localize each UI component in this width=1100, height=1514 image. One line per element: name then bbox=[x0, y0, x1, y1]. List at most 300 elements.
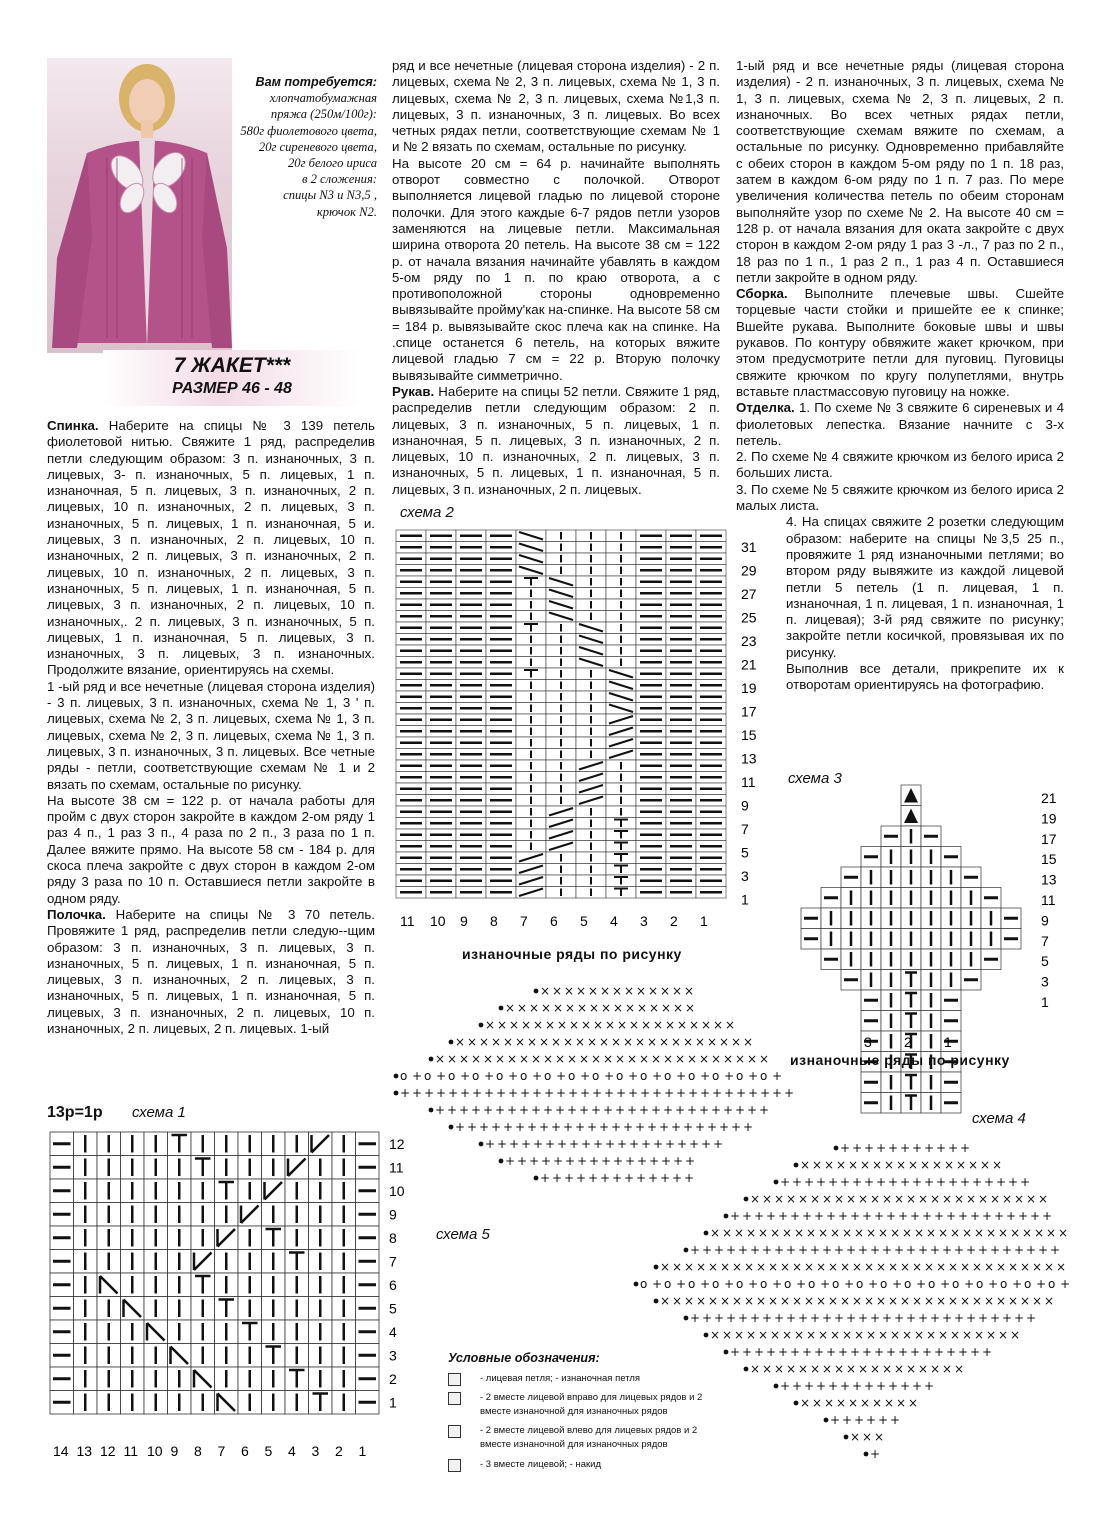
crochet-stitch-symbol: × bbox=[569, 1018, 580, 1032]
crochet-stitch-symbol: + bbox=[822, 1243, 833, 1257]
crochet-stitch-symbol: × bbox=[792, 1260, 803, 1274]
crochet-stitch-symbol: o bbox=[568, 1069, 576, 1083]
crochet-stitch-symbol: + bbox=[683, 1120, 694, 1134]
crochet-stitch-symbol: + bbox=[772, 1277, 783, 1291]
crochet-stitch-symbol: + bbox=[652, 1086, 663, 1100]
crochet-stitch-symbol: + bbox=[676, 1086, 687, 1100]
crochet-stitch-symbol: o bbox=[760, 1277, 768, 1291]
slip-stitch-dot bbox=[724, 1214, 729, 1219]
crochet-stitch-symbol: + bbox=[587, 1120, 598, 1134]
crochet-stitch-symbol: + bbox=[1012, 1277, 1023, 1291]
crochet-stitch-symbol: + bbox=[858, 1243, 869, 1257]
crochet-stitch-symbol: + bbox=[515, 1120, 526, 1134]
slip-stitch-dot bbox=[394, 1074, 399, 1079]
slip-stitch-dot bbox=[449, 1125, 454, 1130]
column-label: 5 bbox=[580, 913, 588, 929]
crochet-stitch-symbol: × bbox=[830, 1328, 841, 1342]
crochet-stitch-symbol: × bbox=[517, 1001, 528, 1015]
crochet-stitch-symbol: o bbox=[544, 1069, 552, 1083]
crochet-stitch-symbol: × bbox=[661, 1001, 672, 1015]
row-label: 3 bbox=[741, 868, 749, 884]
crochet-stitch-symbol: + bbox=[719, 1120, 730, 1134]
finishing-step-3: 3. По схеме № 5 свяжите крючком из белого ириса 2 малых листа. bbox=[736, 481, 1064, 514]
crochet-stitch-symbol: + bbox=[1014, 1311, 1025, 1325]
materials-list bbox=[232, 74, 377, 220]
crochet-stitch-symbol: + bbox=[532, 1086, 543, 1100]
sleeve-section bbox=[392, 384, 720, 498]
crochet-stitch-symbol: + bbox=[888, 1379, 899, 1393]
crochet-stitch-symbol: + bbox=[677, 1137, 688, 1151]
crochet-stitch-symbol: × bbox=[966, 1192, 977, 1206]
crochet-stitch-symbol: × bbox=[986, 1226, 997, 1240]
crochet-stitch-symbol: × bbox=[551, 1035, 562, 1049]
crochet-stitch-symbol: × bbox=[800, 1158, 811, 1172]
column-label: 5 bbox=[264, 1443, 273, 1459]
crochet-stitch-symbol: × bbox=[649, 1001, 660, 1015]
crochet-stitch-symbol: + bbox=[838, 1345, 849, 1359]
column-label: 1 bbox=[700, 913, 708, 929]
crochet-stitch-symbol: × bbox=[786, 1192, 797, 1206]
crochet-stitch-symbol: × bbox=[707, 1035, 718, 1049]
crochet-stitch-symbol: × bbox=[651, 1052, 662, 1066]
front-text: Наберите на спицы № 3 70 петель. Провяжите 1 ряд, распределив петли следую--щим образом: 3 п. изнаночных, 3 п. лицевых, 3 п. изнаночных, 5 п. лицевых, 1 п. изнаночная, 5 п. лицевых, 3 п. изнаночных, 2 п. лицевых, 3 п. изнаночных, 5 п. лицевых, 1 п. изнаночная, 5 п. лицевых, 3 п. изнаночных, 2 п. лицевых, 10 п. изнаночных, 2 п. лицевых, 2 п. лицевых. 1-ый bbox=[47, 906, 375, 1036]
crochet-stitch-symbol: + bbox=[842, 1413, 853, 1427]
crochet-stitch-symbol: × bbox=[828, 1294, 839, 1308]
crochet-stitch-symbol: × bbox=[912, 1260, 923, 1274]
crochet-stitch-symbol: × bbox=[665, 1018, 676, 1032]
row-label: 7 bbox=[1041, 932, 1049, 949]
crochet-stitch-symbol: + bbox=[1020, 1175, 1031, 1189]
column-label: 3 bbox=[864, 1034, 872, 1050]
crochet-stitch-symbol: × bbox=[734, 1328, 745, 1342]
crochet-stitch-symbol: + bbox=[556, 1086, 567, 1100]
crochet-stitch-symbol: × bbox=[587, 1035, 598, 1049]
slip-stitch-dot bbox=[744, 1197, 749, 1202]
scheme-1-note: 13р=1р bbox=[47, 1104, 103, 1121]
crochet-stitch-symbol: + bbox=[748, 1069, 759, 1083]
crochet-stitch-symbol: × bbox=[759, 1052, 770, 1066]
crochet-stitch-symbol: × bbox=[774, 1362, 785, 1376]
crochet-stitch-symbol: + bbox=[660, 1171, 671, 1185]
crochet-stitch-symbol: × bbox=[627, 1052, 638, 1066]
row-label: 21 bbox=[1041, 790, 1057, 806]
crochet-stitch-symbol: + bbox=[940, 1277, 951, 1291]
crochet-stitch-symbol: + bbox=[467, 1120, 478, 1134]
row-label: 5 bbox=[741, 844, 749, 861]
column-2 bbox=[392, 58, 720, 498]
crochet-stitch-symbol: × bbox=[485, 1018, 496, 1032]
crochet-stitch-symbol: + bbox=[730, 1345, 741, 1359]
crochet-stitch-symbol: × bbox=[1034, 1226, 1045, 1240]
crochet-stitch-symbol: × bbox=[531, 1052, 542, 1066]
crochet-stitch-symbol: + bbox=[784, 1086, 795, 1100]
crochet-stitch-symbol: × bbox=[1008, 1294, 1019, 1308]
pattern-size: РАЗМЕР 46 - 48 bbox=[172, 380, 292, 397]
crochet-stitch-symbol: o bbox=[832, 1277, 840, 1291]
crochet-stitch-symbol: + bbox=[702, 1311, 713, 1325]
crochet-stitch-symbol: + bbox=[766, 1209, 777, 1223]
crochet-stitch-symbol: + bbox=[1030, 1209, 1041, 1223]
crochet-stitch-symbol: × bbox=[684, 984, 695, 998]
crochet-stitch-symbol: + bbox=[484, 1069, 495, 1083]
column-label: 13 bbox=[76, 1443, 93, 1459]
crochet-stitch-symbol: + bbox=[742, 1209, 753, 1223]
row-label: 15 bbox=[1041, 851, 1057, 868]
crochet-stitch-symbol: × bbox=[624, 984, 635, 998]
crochet-stitch-symbol: × bbox=[687, 1052, 698, 1066]
crochet-stitch-symbol: × bbox=[998, 1328, 1009, 1342]
crochet-stitch-symbol: + bbox=[495, 1103, 506, 1117]
knit-stitch-icon bbox=[448, 1373, 461, 1386]
crochet-stitch-symbol: + bbox=[814, 1345, 825, 1359]
row-label: 9 bbox=[1041, 912, 1049, 929]
slip-stitch-dot bbox=[534, 989, 539, 994]
crochet-stitch-symbol: + bbox=[505, 1154, 516, 1168]
crochet-stitch-symbol: × bbox=[459, 1052, 470, 1066]
crochet-stitch-symbol: × bbox=[858, 1362, 869, 1376]
crochet-stitch-symbol: × bbox=[806, 1226, 817, 1240]
crochet-stitch-symbol: × bbox=[930, 1192, 941, 1206]
crochet-stitch-symbol: + bbox=[624, 1171, 635, 1185]
materials-line: 20г сиреневого цвета, bbox=[258, 139, 377, 154]
crochet-stitch-symbol: × bbox=[782, 1328, 793, 1342]
crochet-stitch-symbol: × bbox=[836, 1158, 847, 1172]
right-decrease-icon bbox=[448, 1392, 461, 1405]
crochet-stitch-symbol: + bbox=[664, 1086, 675, 1100]
crochet-stitch-symbol: × bbox=[581, 1018, 592, 1032]
crochet-stitch-symbol: o bbox=[880, 1277, 888, 1291]
crochet-stitch-symbol: × bbox=[653, 1018, 664, 1032]
crochet-stitch-symbol: × bbox=[696, 1260, 707, 1274]
crochet-stitch-symbol: + bbox=[924, 1175, 935, 1189]
column-label: 9 bbox=[460, 913, 468, 929]
crochet-stitch-symbol: + bbox=[888, 1141, 899, 1155]
crochet-stitch-symbol: × bbox=[467, 1035, 478, 1049]
crochet-stitch-symbol: × bbox=[864, 1294, 875, 1308]
crochet-stitch-symbol: + bbox=[996, 1175, 1007, 1189]
crochet-stitch-symbol: × bbox=[902, 1226, 913, 1240]
lapel-text: На высоте 20 см = 64 р. начинайте выполнять отворот совместно с полочкой. Отворот выполняется лицевой гладью по лицевой стороне полочки. Для этого каждые 6-7 рядов петли узоров заменяются на лицевые петли. Максимальная ширина отворота 20 петель. На высоте 38 см = 122 р. от начала вязания начинайте убавлять в каждом 5-ом ряду по 1 п. по краю отворота, а с противоположной стороны одновременно вывязывайте пройму'как на-спинке. На высоте 58 см = 184 р. вывязывайте скос плеча как на спинке. На .спице останется 6 петель, на которых вяжите лицевой гладью 7 см = 22 р. Вторую полочку вывязывайте симметрично. bbox=[392, 155, 720, 383]
crochet-stitch-symbol: + bbox=[435, 1103, 446, 1117]
crochet-stitch-symbol: + bbox=[565, 1154, 576, 1168]
crochet-stitch-symbol: + bbox=[647, 1120, 658, 1134]
slip-stitch-dot bbox=[864, 1452, 869, 1457]
crochet-stitch-symbol: + bbox=[707, 1120, 718, 1134]
row-label: 13 bbox=[1041, 871, 1057, 888]
crochet-stitch-symbol: + bbox=[1036, 1277, 1047, 1291]
crochet-stitch-symbol: + bbox=[936, 1175, 947, 1189]
crochet-stitch-symbol: × bbox=[938, 1226, 949, 1240]
crochet-stitch-symbol: + bbox=[912, 1175, 923, 1189]
column-label: 6 bbox=[241, 1443, 249, 1459]
crochet-stitch-symbol: o bbox=[424, 1069, 432, 1083]
crochet-stitch-symbol: × bbox=[710, 1226, 721, 1240]
crochet-stitch-symbol: + bbox=[862, 1209, 873, 1223]
crochet-stitch-symbol: o bbox=[664, 1069, 672, 1083]
crochet-stitch-symbol: + bbox=[864, 1379, 875, 1393]
column-label: 7 bbox=[217, 1443, 226, 1459]
crochet-stitch-symbol: + bbox=[754, 1209, 765, 1223]
crochet-stitch-symbol: × bbox=[605, 1018, 616, 1032]
crochet-stitch-symbol: + bbox=[472, 1086, 483, 1100]
crochet-stitch-symbol: × bbox=[720, 1260, 731, 1274]
crochet-stitch-symbol: × bbox=[936, 1260, 947, 1274]
crochet-stitch-symbol: × bbox=[567, 1052, 578, 1066]
column-label: 7 bbox=[520, 913, 528, 929]
scheme-3-caption: изнаночные ряды по рисунку bbox=[790, 1052, 1010, 1068]
materials-line: 580г фиолетового цвета, bbox=[240, 123, 377, 138]
crochet-stitch-symbol: × bbox=[992, 1158, 1003, 1172]
crochet-stitch-symbol: + bbox=[966, 1243, 977, 1257]
crochet-stitch-symbol: × bbox=[998, 1226, 1009, 1240]
crochet-stitch-symbol: + bbox=[552, 1171, 563, 1185]
crochet-stitch-symbol: + bbox=[591, 1103, 602, 1117]
crochet-stitch-symbol: × bbox=[872, 1158, 883, 1172]
crochet-stitch-symbol: × bbox=[984, 1294, 995, 1308]
crochet-stitch-symbol: × bbox=[491, 1035, 502, 1049]
crochet-stitch-symbol: × bbox=[696, 1294, 707, 1308]
crochet-stitch-symbol: × bbox=[890, 1328, 901, 1342]
crochet-stitch-symbol: + bbox=[1018, 1209, 1029, 1223]
crochet-stitch-symbol: × bbox=[960, 1294, 971, 1308]
crochet-stitch-symbol: + bbox=[766, 1345, 777, 1359]
crochet-stitch-symbol: × bbox=[906, 1362, 917, 1376]
crochet-stitch-symbol: × bbox=[954, 1362, 965, 1376]
crochet-stitch-symbol: × bbox=[710, 1328, 721, 1342]
crochet-stitch-symbol: + bbox=[866, 1413, 877, 1427]
crochet-stitch-symbol: + bbox=[652, 1277, 663, 1291]
row-label: 1 bbox=[741, 891, 749, 908]
crochet-stitch-symbol: + bbox=[747, 1103, 758, 1117]
column-label: 6 bbox=[550, 913, 558, 929]
crochet-stitch-symbol: + bbox=[748, 1086, 759, 1100]
crochet-stitch-symbol: + bbox=[942, 1311, 953, 1325]
crochet-stitch-symbol: + bbox=[635, 1120, 646, 1134]
crochet-stitch-symbol: × bbox=[701, 1018, 712, 1032]
crochet-stitch-symbol: + bbox=[533, 1137, 544, 1151]
front-rows: ряд и все нечетные (лицевая сторона изделия) - 2 п. лицевых, схема № 2, 3 п. лицевых, схема № 1, 3 п. лицевых, схема № 2, 3 п. лицевых, схема №1,3 п. лицевых, 3 п. изнаночных, 3 п. лицевых. Во всех четных рядах петли, соответствующие схемам № 1 и № 2 вязать по схемам, остальные по рисунку. bbox=[392, 58, 720, 155]
jacket-photo bbox=[47, 58, 232, 353]
crochet-stitch-symbol: o bbox=[448, 1069, 456, 1083]
column-label: 2 bbox=[904, 1034, 912, 1050]
crochet-stitch-symbol: + bbox=[970, 1345, 981, 1359]
crochet-stitch-symbol: × bbox=[816, 1294, 827, 1308]
crochet-stitch-symbol: o bbox=[1024, 1277, 1032, 1291]
crochet-stitch-symbol: + bbox=[575, 1120, 586, 1134]
crochet-stitch-symbol: × bbox=[926, 1226, 937, 1240]
crochet-stitch-symbol: o bbox=[760, 1069, 768, 1083]
crochet-stitch-symbol: + bbox=[743, 1120, 754, 1134]
crochet-stitch-symbol: + bbox=[483, 1103, 494, 1117]
row-label: 23 bbox=[741, 633, 757, 649]
crochet-stitch-symbol: + bbox=[852, 1141, 863, 1155]
crochet-stitch-symbol: × bbox=[846, 1192, 857, 1206]
crochet-stitch-symbol: × bbox=[846, 1362, 857, 1376]
crochet-stitch-symbol: × bbox=[794, 1328, 805, 1342]
crochet-stitch-symbol: × bbox=[1008, 1260, 1019, 1274]
crochet-stitch-symbol: × bbox=[968, 1158, 979, 1172]
crochet-stitch-symbol: × bbox=[545, 1018, 556, 1032]
crochet-stitch-symbol: + bbox=[910, 1209, 921, 1223]
column-label: 2 bbox=[670, 913, 678, 929]
crochet-stitch-symbol: + bbox=[894, 1243, 905, 1257]
crochet-stitch-symbol: + bbox=[471, 1103, 482, 1117]
crochet-stitch-symbol: × bbox=[920, 1158, 931, 1172]
crochet-stitch-symbol: × bbox=[672, 1294, 683, 1308]
crochet-stitch-symbol: × bbox=[708, 1260, 719, 1274]
crochet-stitch-symbol: × bbox=[960, 1260, 971, 1274]
crochet-stitch-symbol: + bbox=[874, 1209, 885, 1223]
slip-stitch-dot bbox=[834, 1146, 839, 1151]
crochet-stitch-symbol: × bbox=[870, 1362, 881, 1376]
crochet-stitch-symbol: × bbox=[497, 1018, 508, 1032]
crochet-stitch-symbol: + bbox=[577, 1154, 588, 1168]
crochet-stitch-symbol: × bbox=[774, 1192, 785, 1206]
crochet-stitch-symbol: × bbox=[948, 1294, 959, 1308]
crochet-stitch-symbol: × bbox=[906, 1192, 917, 1206]
crochet-stitch-symbol: + bbox=[810, 1311, 821, 1325]
scheme-4-label: схема 4 bbox=[972, 1110, 1026, 1127]
crochet-stitch-symbol: + bbox=[1042, 1209, 1053, 1223]
crochet-stitch-symbol: × bbox=[660, 1260, 671, 1274]
crochet-stitch-symbol: × bbox=[870, 1192, 881, 1206]
crochet-stitch-symbol: × bbox=[673, 1001, 684, 1015]
crochet-stitch-symbol: × bbox=[575, 1035, 586, 1049]
crochet-stitch-symbol: + bbox=[942, 1243, 953, 1257]
crochet-stitch-symbol: × bbox=[948, 1260, 959, 1274]
row-label: 11 bbox=[389, 1159, 404, 1176]
crochet-stitch-symbol: + bbox=[639, 1103, 650, 1117]
crochet-stitch-symbol: + bbox=[556, 1069, 567, 1083]
crochet-stitch-symbol: o bbox=[640, 1277, 648, 1291]
crochet-stitch-symbol: + bbox=[484, 1086, 495, 1100]
crochet-stitch-symbol: + bbox=[970, 1209, 981, 1223]
crochet-stitch-symbol: × bbox=[924, 1260, 935, 1274]
legend-item bbox=[448, 1458, 708, 1472]
crochet-stitch-symbol: × bbox=[589, 1001, 600, 1015]
crochet-stitch-symbol: + bbox=[846, 1243, 857, 1257]
crochet-stitch-symbol: × bbox=[810, 1362, 821, 1376]
crochet-stitch-symbol: × bbox=[557, 1018, 568, 1032]
crochet-stitch-symbol: + bbox=[874, 1345, 885, 1359]
crochet-stitch-symbol: + bbox=[1050, 1243, 1061, 1257]
crochet-stitch-symbol: × bbox=[732, 1294, 743, 1308]
crochet-stitch-symbol: × bbox=[996, 1294, 1007, 1308]
crochet-stitch-symbol: + bbox=[605, 1137, 616, 1151]
crochet-stitch-symbol: × bbox=[780, 1294, 791, 1308]
crochet-stitch-symbol: + bbox=[508, 1069, 519, 1083]
crochet-stitch-symbol: + bbox=[673, 1154, 684, 1168]
crochet-stitch-symbol: + bbox=[864, 1141, 875, 1155]
crochet-stitch-symbol: × bbox=[527, 1035, 538, 1049]
row-label: 2 bbox=[389, 1371, 397, 1387]
crochet-stitch-symbol: + bbox=[876, 1141, 887, 1155]
front-section bbox=[47, 907, 375, 1037]
crochet-stitch-symbol: + bbox=[868, 1277, 879, 1291]
crochet-stitch-symbol: × bbox=[615, 1052, 626, 1066]
materials-line: в 2 сложения: bbox=[301, 172, 377, 187]
crochet-stitch-symbol: × bbox=[660, 984, 671, 998]
crochet-stitch-symbol: + bbox=[1008, 1175, 1019, 1189]
crochet-stitch-symbol: + bbox=[1060, 1277, 1071, 1291]
crochet-stitch-symbol: + bbox=[798, 1311, 809, 1325]
crochet-stitch-symbol: + bbox=[780, 1175, 791, 1189]
slip-stitch-dot bbox=[744, 1367, 749, 1372]
crochet-stitch-symbol: × bbox=[822, 1192, 833, 1206]
crochet-stitch-symbol: + bbox=[517, 1154, 528, 1168]
crochet-stitch-symbol: × bbox=[818, 1226, 829, 1240]
crochet-stitch-symbol: × bbox=[543, 1052, 554, 1066]
crochet-stitch-symbol: + bbox=[792, 1175, 803, 1189]
crochet-stitch-symbol: + bbox=[659, 1120, 670, 1134]
crochet-stitch-symbol: × bbox=[888, 1294, 899, 1308]
crochet-stitch-symbol: × bbox=[770, 1226, 781, 1240]
crochet-stitch-symbol: × bbox=[479, 1035, 490, 1049]
crochet-stitch-symbol: + bbox=[675, 1103, 686, 1117]
row-label: 19 bbox=[741, 680, 757, 696]
crochet-stitch-symbol: + bbox=[685, 1154, 696, 1168]
finishing-final: Выполнив все детали, прикрепите их к отворотам ориентируясь на фотографию. bbox=[786, 660, 1064, 693]
crochet-stitch-symbol: × bbox=[625, 1001, 636, 1015]
crochet-stitch-symbol: + bbox=[695, 1120, 706, 1134]
crochet-stitch-symbol: + bbox=[611, 1120, 622, 1134]
slip-stitch-dot bbox=[634, 1282, 639, 1287]
crochet-stitch-symbol: + bbox=[588, 1171, 599, 1185]
crochet-stitch-symbol: + bbox=[762, 1311, 773, 1325]
crochet-stitch-symbol: + bbox=[924, 1141, 935, 1155]
crochet-stitch-symbol: + bbox=[850, 1209, 861, 1223]
crochet-stitch-symbol: × bbox=[636, 984, 647, 998]
crochet-stitch-symbol: × bbox=[878, 1226, 889, 1240]
crochet-stitch-symbol: × bbox=[529, 1001, 540, 1015]
crochet-stitch-symbol: × bbox=[509, 1018, 520, 1032]
crochet-stitch-symbol: × bbox=[882, 1192, 893, 1206]
crochet-stitch-symbol: + bbox=[544, 1086, 555, 1100]
slip-stitch-dot bbox=[794, 1401, 799, 1406]
crochet-stitch-symbol: × bbox=[635, 1035, 646, 1049]
crochet-stitch-symbol: + bbox=[816, 1379, 827, 1393]
crochet-stitch-symbol: × bbox=[872, 1396, 883, 1410]
crochet-stitch-symbol: + bbox=[906, 1243, 917, 1257]
crochet-stitch-symbol: × bbox=[930, 1362, 941, 1376]
crochet-stitch-symbol: + bbox=[954, 1311, 965, 1325]
crochet-stitch-symbol: × bbox=[852, 1260, 863, 1274]
crochet-stitch-symbol: + bbox=[601, 1154, 612, 1168]
crochet-stitch-symbol: o bbox=[400, 1069, 408, 1083]
crochet-stitch-symbol: + bbox=[918, 1311, 929, 1325]
crochet-stitch-symbol: o bbox=[808, 1277, 816, 1291]
crochet-stitch-symbol: + bbox=[730, 1209, 741, 1223]
crochet-stitch-symbol: + bbox=[886, 1345, 897, 1359]
crochet-stitch-symbol: × bbox=[743, 1035, 754, 1049]
crochet-stitch-symbol: × bbox=[689, 1018, 700, 1032]
crochet-stitch-symbol: × bbox=[806, 1328, 817, 1342]
crochet-stitch-symbol: × bbox=[750, 1362, 761, 1376]
crochet-stitch-symbol: × bbox=[723, 1052, 734, 1066]
crochet-stitch-symbol: × bbox=[786, 1362, 797, 1376]
crochet-stitch-symbol: + bbox=[834, 1243, 845, 1257]
crochet-stitch-symbol: + bbox=[529, 1154, 540, 1168]
crochet-stitch-symbol: + bbox=[802, 1209, 813, 1223]
crochet-stitch-symbol: + bbox=[1006, 1209, 1017, 1223]
crochet-stitch-symbol: + bbox=[772, 1086, 783, 1100]
crochet-stitch-symbol: × bbox=[663, 1052, 674, 1066]
crochet-stitch-symbol: × bbox=[1044, 1260, 1055, 1274]
row-label: 10 bbox=[389, 1183, 405, 1199]
crochet-stitch-symbol: + bbox=[844, 1277, 855, 1291]
column-1 bbox=[47, 418, 375, 1037]
crochet-stitch-symbol: × bbox=[695, 1035, 706, 1049]
